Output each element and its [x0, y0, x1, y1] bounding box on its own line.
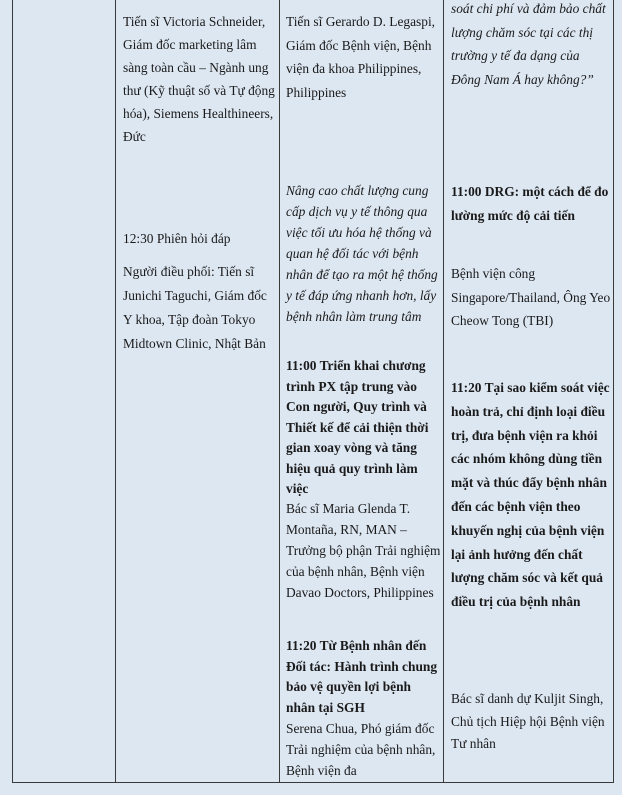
topic-system-optimization: Nâng cao chất lượng cung cấp dịch vụ y tế thông qua việc tối ưu hóa hệ thống và quan hệ đối tác với bệnh nhân để tạo ra một hệ thống y tế đáp ứng nhanh hơn, lấy bệnh nhân làm trung tâm	[286, 183, 438, 324]
talk-1120-kuljit-speaker: Bác sĩ danh dự Kuljit Singh, Chủ tịch Hiệp hội Bệnh viện Tư nhân	[451, 691, 605, 751]
talk-1100-speaker: Bác sĩ Maria Glenda T. Montaña, RN, MAN – Trưởng bộ phận Trải nghiệm của bệnh nhân, Bệnh viện Davao Doctors, Philippines	[286, 501, 441, 600]
speaker-victoria: Tiến sĩ Victoria Schneider, Giám đốc marketing lâm sàng toàn cầu – Ngành ung thư (Kỹ thuật số và Tự động hóa), Siemens Healthineers, Đức	[123, 14, 275, 144]
table-column-2	[280, 0, 444, 782]
question-cost-control: soát chi phí và đảm bảo chất lượng chăm sóc tại các thị trường y tế đa dạng của Đông Nam Á hay không?”	[451, 1, 606, 87]
talk-1120-reimbursement: 11:20 Tại sao kiểm soát việc hoàn trả, chỉ định loại điều trị, đưa bệnh viện ra khỏi các nhóm không dùng tiền mặt và thúc đẩy bệnh nhân đến các bệnh viện theo khuyến nghị của bệnh viện lại ảnh hưởng đến chất lượng chăm sóc và kết quả điều trị của bệnh nhân	[451, 380, 610, 610]
talk-1100-drg: 11:00 DRG: một cách để đo lường mức độ cải tiến	[451, 184, 609, 223]
qa-session-time: 12:30 Phiên hỏi đáp	[123, 231, 231, 246]
moderator-taguchi: Người điều phối: Tiến sĩ Junichi Taguchi, Giám đốc Y khoa, Tập đoàn Tokyo Midtown Clinic, Nhật Bản	[123, 264, 267, 351]
talk-1100-px-program: 11:00 Triển khai chương trình PX tập trung vào Con người, Quy trình và Thiết kế để cải thiện thời gian xoay vòng và tăng hiệu quả quy trình làm việc	[286, 358, 429, 496]
table-column-empty	[12, 0, 116, 782]
table-column-1	[116, 0, 280, 782]
talk-1120-patient-partner: 11:20 Từ Bệnh nhân đến Đối tác: Hành trình chung bảo vệ quyền lợi bệnh nhân tại SGH	[286, 638, 438, 715]
talk-1120-speaker: Serena Chua, Phó giám đốc Trải nghiệm của bệnh nhân, Bệnh viện đa	[286, 721, 436, 778]
talk-1100-drg-speaker: Bệnh viện công Singapore/Thailand, Ông Yeo Cheow Tong (TBI)	[451, 266, 611, 328]
table-bottom-border	[12, 782, 614, 783]
table-column-3	[444, 0, 614, 782]
speaker-gerardo: Tiến sĩ Gerardo D. Legaspi, Giám đốc Bệnh viện, Bệnh viện đa khoa Philippines, Philippines	[286, 14, 436, 100]
